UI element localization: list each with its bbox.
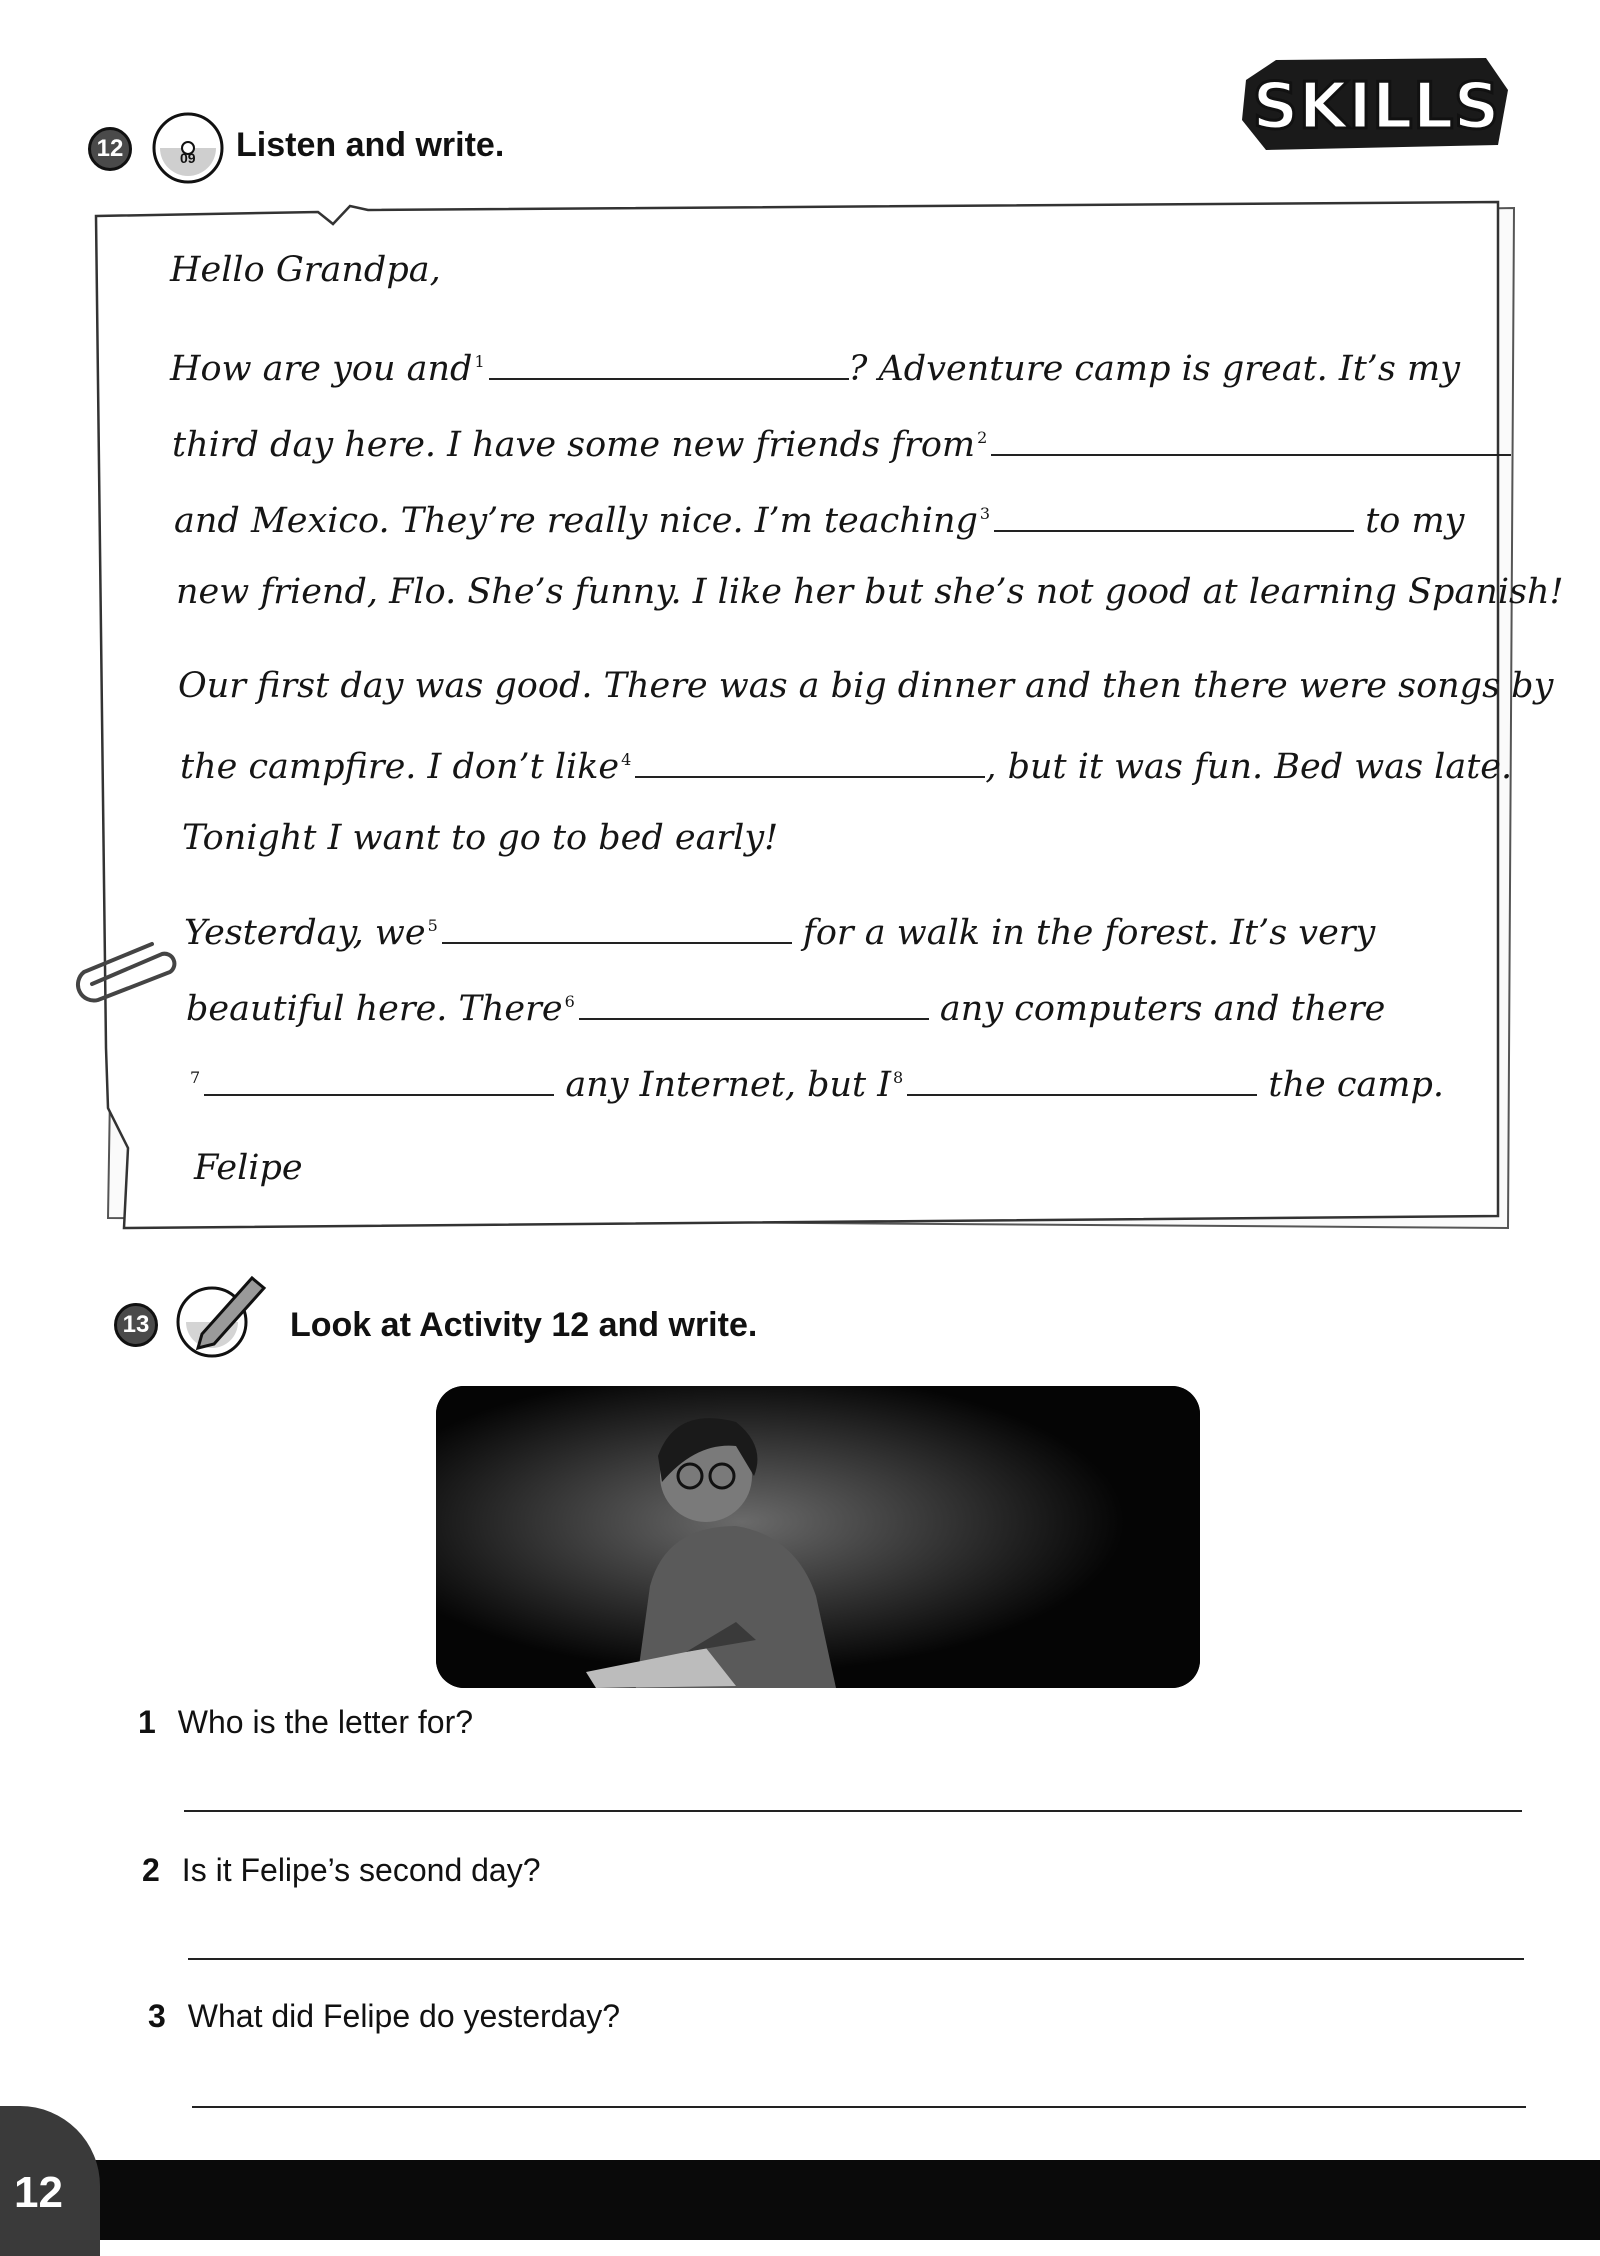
question-number: 3 xyxy=(148,1998,166,2034)
letter-line-8 xyxy=(184,908,1375,953)
gap-3-input[interactable] xyxy=(994,496,1354,532)
page-number: 12 xyxy=(14,2168,63,2217)
question-2 xyxy=(142,1852,541,1889)
letter-text: Tonight I want to go to bed early! xyxy=(182,818,779,858)
letter-text: How are you and xyxy=(170,349,473,389)
letter-text: ? Adventure camp is great. It’s my xyxy=(848,349,1460,389)
question-number: 1 xyxy=(138,1704,156,1740)
gap-number: 6 xyxy=(564,992,575,1012)
letter-text: new friend, Flo. She’s funny. I like her but she’s not good at learning Spanish! xyxy=(176,572,1564,612)
gap-number: 4 xyxy=(621,750,632,770)
gap-number: 8 xyxy=(893,1068,904,1088)
letter-line-9 xyxy=(186,984,1385,1029)
letter-text: for a walk in the forest. It’s very xyxy=(802,913,1376,953)
activity-12-number-text: 12 xyxy=(96,135,124,162)
answer-line-3[interactable] xyxy=(192,2106,1526,2108)
letter-line-1 xyxy=(170,344,1460,389)
letter-text: Our first day was good. There was a big dinner and then there were songs by xyxy=(178,666,1554,706)
pencil-write-icon xyxy=(172,1264,272,1364)
skills-badge-graphic xyxy=(1236,40,1516,160)
activity-13-instruction: Look at Activity 12 and write. xyxy=(290,1306,758,1344)
letter-line-5 xyxy=(178,666,1553,706)
paperclip-icon xyxy=(62,936,182,1006)
letter-text: beautiful here. There xyxy=(186,989,563,1029)
letter-text: Yesterday, we xyxy=(184,913,426,953)
gap-number: 3 xyxy=(979,504,991,524)
gap-2-input[interactable] xyxy=(991,420,1511,456)
activity-13-number-text: 13 xyxy=(122,1311,150,1338)
question-text: What did Felipe do yesterday? xyxy=(187,1998,621,2034)
letter-signature: Felipe xyxy=(194,1148,303,1188)
gap-8-input[interactable] xyxy=(907,1060,1257,1096)
gap-5-input[interactable] xyxy=(442,908,792,944)
letter-text: third day here. I have some new friends from xyxy=(172,425,976,465)
gap-1-input[interactable] xyxy=(489,344,849,380)
question-text: Is it Felipe’s second day? xyxy=(181,1852,541,1888)
letter-line-10 xyxy=(188,1060,1444,1105)
question-3 xyxy=(148,1998,620,2035)
letter-text: , but it was fun. Bed was late. xyxy=(985,747,1513,787)
letter-line-6 xyxy=(180,742,1512,787)
letter-text: the camp. xyxy=(1268,1065,1445,1105)
letter-text: any computers and there xyxy=(939,989,1386,1029)
answer-line-1[interactable] xyxy=(184,1810,1522,1812)
gap-number: 7 xyxy=(190,1068,201,1088)
letter-line-4 xyxy=(176,572,1564,612)
answer-line-2[interactable] xyxy=(188,1958,1524,1960)
gap-6-input[interactable] xyxy=(579,984,929,1020)
letter-line-7 xyxy=(182,818,778,858)
activity-12-instruction: Listen and write. xyxy=(236,126,505,164)
skills-badge-text: SKILLS xyxy=(1252,70,1500,144)
letter-text: the campfire. I don’t like xyxy=(180,747,620,787)
felipe-writing-illustration xyxy=(436,1386,1200,1688)
question-text: Who is the letter for? xyxy=(177,1704,474,1740)
letter-greeting: Hello Grandpa, xyxy=(170,250,441,290)
letter-text: any Internet, but I xyxy=(565,1065,892,1105)
audio-cd-icon[interactable] xyxy=(150,110,226,186)
skills-badge xyxy=(1236,40,1516,160)
gap-7-input[interactable] xyxy=(204,1060,554,1096)
gap-number: 5 xyxy=(427,916,438,936)
activity-13-number xyxy=(114,1303,158,1347)
gap-number: 2 xyxy=(977,428,988,448)
question-number: 2 xyxy=(142,1852,160,1888)
audio-track-number: 09 xyxy=(180,150,196,166)
question-1 xyxy=(138,1704,473,1741)
activity-12-number xyxy=(88,127,132,171)
letter-line-2 xyxy=(172,420,1511,465)
letter-text: and Mexico. They’re really nice. I’m teaching xyxy=(174,501,978,541)
gap-4-input[interactable] xyxy=(635,742,985,778)
gap-number: 1 xyxy=(474,352,485,372)
letter-text: to my xyxy=(1365,501,1465,541)
letter-line-3 xyxy=(174,496,1464,541)
page-footer-bar xyxy=(0,2160,1600,2240)
